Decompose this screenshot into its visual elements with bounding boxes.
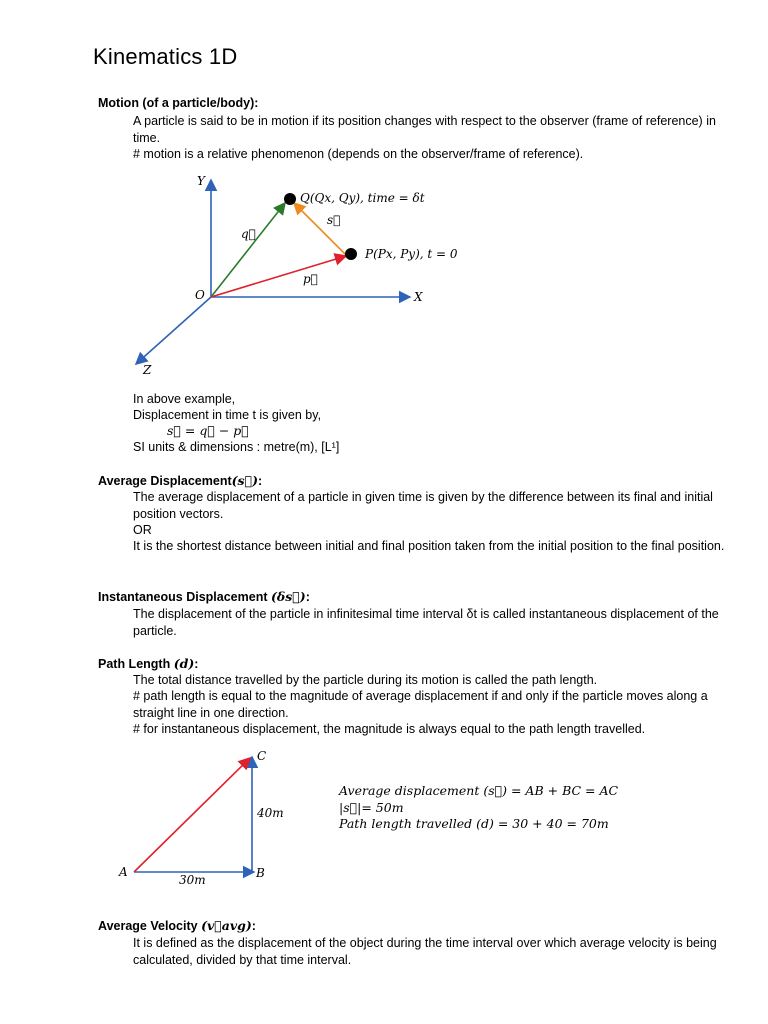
s-vector-label: s⃗ <box>327 213 341 227</box>
displacement-magnitude: |s⃗|= 50m <box>339 800 404 815</box>
point-c-label: C <box>257 749 267 763</box>
point-q-label: Q(Qx, Qy), time = δt <box>300 191 425 205</box>
z-axis <box>136 297 211 364</box>
avg-displacement-symbol: (s⃗) <box>231 473 258 488</box>
y-axis-label: Y <box>197 174 205 188</box>
example-intro: In above example, <box>133 392 236 406</box>
q-vector-label: q⃗ <box>241 227 256 241</box>
avg-displacement-alt-definition: It is the shortest distance between initial and final position taken from the initial position to the final position. <box>133 539 725 553</box>
point-q <box>284 193 296 205</box>
path-length-note-1: # path length is equal to the magnitude of average displacement if and only if the particle moves along a straight line in one direction. <box>133 689 708 720</box>
point-a-label: A <box>119 865 128 879</box>
motion-heading: Motion (of a particle/body): <box>98 96 259 110</box>
avg-velocity-symbol: (v⃗avg) <box>201 918 252 933</box>
path-length-equation: Path length travelled (d) = 30 + 40 = 70m <box>339 816 609 831</box>
q-vector <box>211 203 285 297</box>
path-length-note-2: # for instantaneous displacement, the magnitude is always equal to the path length travelled. <box>133 722 646 736</box>
motion-note: # motion is a relative phenomenon (depends on the observer/frame of reference). <box>133 147 584 161</box>
p-vector <box>211 256 346 297</box>
z-axis-label: Z <box>143 363 152 377</box>
origin-label: O <box>195 288 205 302</box>
x-axis-label: X <box>414 290 423 304</box>
avg-velocity-heading: Average Velocity (v⃗avg): <box>98 918 256 933</box>
page-title: Kinematics 1D <box>93 44 238 69</box>
displacement-formula: s⃗ = q⃗ − p⃗ <box>167 423 249 438</box>
avg-displacement-or: OR <box>133 523 152 537</box>
path-length-heading: Path Length (d): <box>98 656 199 671</box>
inst-displacement-heading: Instantaneous Displacement (δs⃗): <box>98 589 310 604</box>
path-length-diagram <box>118 749 284 887</box>
avg-displacement-equation: Average displacement (s⃗) = AB + BC = AC <box>339 783 619 798</box>
point-p <box>345 248 357 260</box>
path-length-symbol: (d) <box>173 656 195 671</box>
inst-displacement-symbol: (δs⃗) <box>270 589 306 604</box>
si-units-line: SI units & dimensions : metre(m), [L¹] <box>133 440 340 454</box>
point-p-label: P(Px, Py), t = 0 <box>365 247 458 261</box>
ac-segment <box>134 758 250 872</box>
p-vector-label: p⃗ <box>303 272 318 286</box>
point-b-label: B <box>256 866 265 880</box>
path-length-definition: The total distance travelled by the particle during its motion is called the path length. <box>133 673 598 687</box>
avg-displacement-heading: Average Displacement(s⃗): <box>98 473 263 488</box>
inst-displacement-definition: The displacement of the particle in infinitesimal time interval δt is called instantaneous displacement of the particle. <box>133 607 719 638</box>
bc-length-label: 40m <box>257 806 284 820</box>
avg-velocity-definition: It is defined as the displacement of the object during the time interval over which average velocity is being calculated, divided by that time interval. <box>133 936 717 967</box>
s-vector <box>294 203 346 255</box>
ab-length-label: 30m <box>179 873 206 887</box>
motion-definition: A particle is said to be in motion if its position changes with respect to the observer (frame of reference) in time. <box>133 114 716 145</box>
example-line: Displacement in time t is given by, <box>133 408 322 422</box>
avg-displacement-definition: The average displacement of a particle in given time is given by the difference between its final and initial position vectors. <box>133 490 713 521</box>
